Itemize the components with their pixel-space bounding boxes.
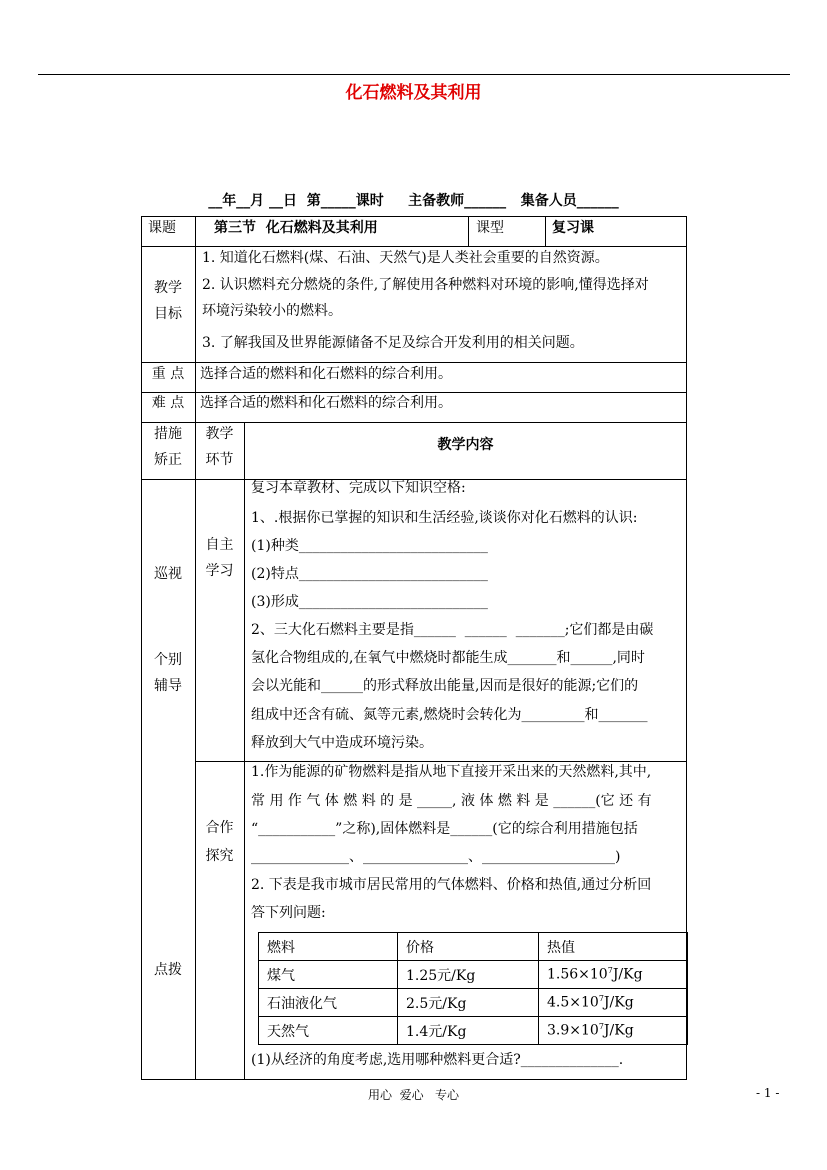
self-study-line: (3)形成___________________________ — [251, 594, 488, 610]
table-row — [259, 989, 688, 1017]
table-row — [259, 961, 688, 989]
heat-value-cell: $3.9\times 10^7J/Kg$ — [539, 1017, 688, 1045]
cooperative-line: 2. 下表是我市城市居民常用的气体燃料、价格和热值,通过分析回 — [251, 877, 652, 893]
cooperative-label-1: 合作 — [205, 820, 234, 836]
price-cell: 1.4元/Kg — [398, 1017, 539, 1045]
objectives-label-1: 教学 — [154, 280, 182, 296]
objective-item: 2. 认识燃料充分燃烧的条件,了解使用各种燃料对环境的影响,懂得选择对 — [202, 277, 649, 293]
subject-label: 课题 — [148, 220, 176, 236]
table-row — [259, 1017, 688, 1045]
heat-value-cell: $4.5\times 10^7J/Kg$ — [539, 989, 688, 1017]
objective-item: 3. 了解我国及世界能源储备不足及综合开发利用的相关问题。 — [202, 335, 584, 351]
cooperative-line: 1.作为能源的矿物燃料是指从地下直接开采出来的天然燃料,其中, — [251, 764, 652, 780]
self-study-label-2: 学习 — [205, 563, 234, 579]
fuel-table — [258, 932, 688, 1045]
guidance-label: 点拨 — [154, 962, 182, 978]
patrol-label: 巡视 — [154, 566, 182, 582]
key-point-text: 选择合适的燃料和化石燃料的综合利用。 — [200, 366, 452, 382]
stage-label-2: 环节 — [205, 452, 234, 468]
self-study-line: 2、三大化石燃料主要是指______ ______ _______;它们都是由碳 — [251, 622, 654, 638]
fuel-header: 燃料 — [259, 933, 398, 961]
fuel-cell: 石油液化气 — [259, 989, 398, 1017]
difficult-point-label: 难 点 — [151, 395, 185, 411]
document-title: 化石燃料及其利用 — [345, 83, 482, 103]
price-cell: 1.25元/Kg — [398, 961, 539, 989]
self-study-label-1: 自主 — [205, 537, 234, 553]
self-study-line: 组成中还含有硫、氮等元素,燃烧时会转化为_________和_______ — [251, 707, 648, 723]
self-study-line: 1、.根据你已掌握的知识和生活经验,谈谈你对化石燃料的认识: — [251, 510, 638, 526]
objectives-label-2: 目标 — [154, 306, 182, 322]
subject-value: 第三节 化石燃料及其利用 — [214, 220, 378, 236]
cooperative-line: ______________、_______________、___________________) — [251, 849, 621, 865]
cooperative-line: “___________”之称),固体燃料是______(它的综合利用措施包括 — [251, 821, 638, 837]
fuel-cell: 天然气 — [259, 1017, 398, 1045]
measures-label-2: 矫正 — [154, 452, 182, 468]
page-number: - 1 - — [756, 1086, 780, 1100]
type-label: 课型 — [476, 220, 504, 236]
fuel-table-header-row — [259, 933, 688, 961]
self-study-line: 复习本章教材、完成以下知识空格: — [251, 480, 466, 496]
self-study-line: (2)特点___________________________ — [251, 566, 488, 582]
individual-label-1: 个别 — [154, 652, 182, 668]
cooperative-question: (1)从经济的角度考虑,选用哪种燃料更合适?______________. — [251, 1052, 624, 1068]
individual-label-2: 辅导 — [154, 678, 182, 694]
objective-item: 环境污染较小的燃料。 — [202, 303, 342, 319]
self-study-line: (1)种类___________________________ — [251, 538, 488, 554]
heat-value-header: 热值 — [539, 933, 688, 961]
self-study-line: 释放到大气中造成环境污染。 — [251, 735, 433, 751]
cooperative-line: 常 用 作 气 体 燃 料 的 是 _____, 液 体 燃 料 是 ______(它 还 有 — [251, 793, 652, 809]
content-heading: 教学内容 — [437, 437, 494, 453]
key-point-label: 重 点 — [151, 366, 185, 382]
self-study-line: 氢化合物组成的,在氧气中燃烧时都能生成_______和______,同时 — [251, 650, 645, 666]
fuel-cell: 煤气 — [259, 961, 398, 989]
top-rule — [38, 74, 790, 75]
type-value: 复习课 — [552, 220, 594, 236]
lesson-info-line: __年__月 __日 第_____课时 主备教师______ 集备人员______ — [208, 193, 619, 209]
measures-label-1: 措施 — [154, 426, 182, 442]
price-header: 价格 — [398, 933, 539, 961]
price-cell: 2.5元/Kg — [398, 989, 539, 1017]
self-study-line: 会以光能和______的形式释放出能量,因而是很好的能源;它们的 — [251, 678, 639, 694]
stage-label-1: 教学 — [205, 426, 234, 442]
heat-value-cell: $1.56\times 10^7J/Kg$ — [539, 961, 688, 989]
cooperative-label-2: 探究 — [205, 848, 234, 864]
cooperative-line: 答下列问题: — [251, 905, 326, 921]
difficult-point-text: 选择合适的燃料和化石燃料的综合利用。 — [200, 395, 452, 411]
footer-motto: 用心 爱心 专心 — [367, 1088, 460, 1102]
objective-item: 1. 知道化石燃料(煤、石油、天然气)是人类社会重要的自然资源。 — [202, 250, 609, 266]
